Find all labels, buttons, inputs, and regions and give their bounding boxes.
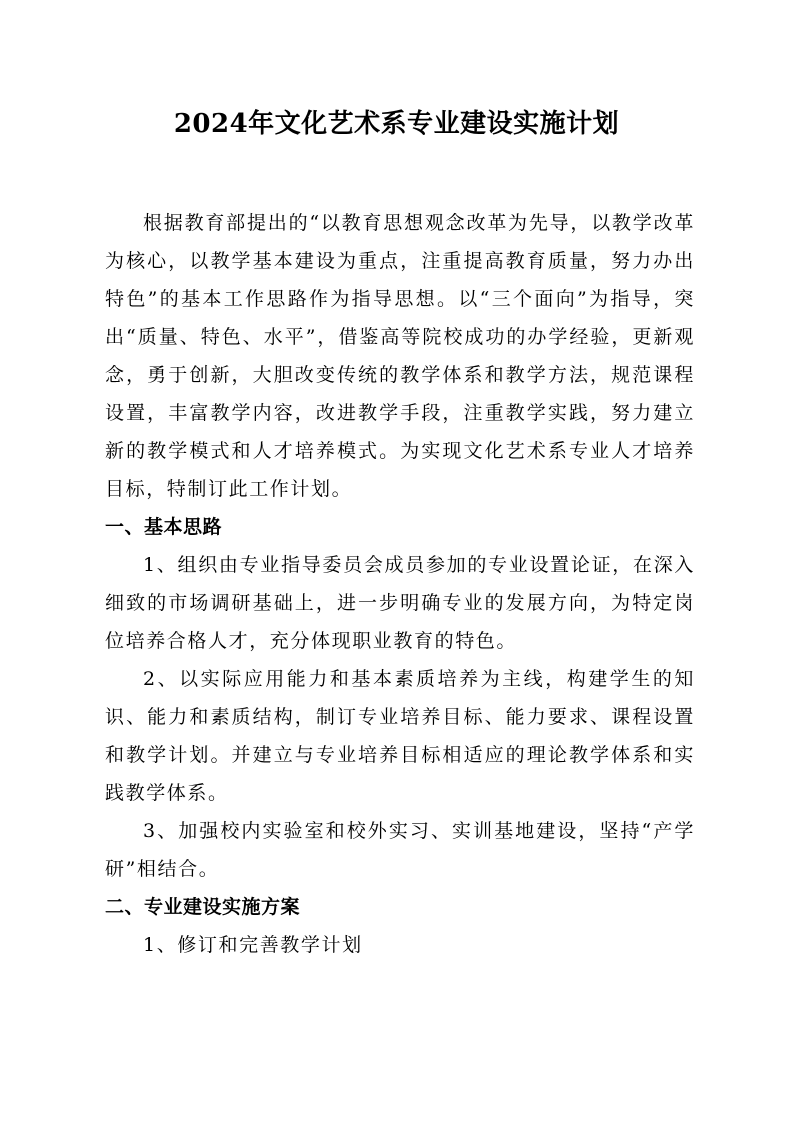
implementation-item-1: 1、修订和完善教学计划: [143, 934, 363, 956]
document-title: 2024年文化艺术系专业建设实施计划: [173, 109, 620, 139]
intro-paragraph: 根据教育部提出的“以教育思想观念改革为先导，以教学改革为核心，以教学基本建设为重点，注重提高教育质量，努力办出特色”的基本工作思路作为指导思想。以“三个面向”为指导，突出“质量、特色、水平”，借鉴高等院校成功的办学经验，更新观念，勇于创新，大胆改变传统的教学体系和教学方法，规范课程设置，丰富教学内容，改进教学手段，注重教学实践，努力建立新的教学模式和人才培养模式。为实现文化艺术系专业人才培养目标，特制订此工作计划。: [105, 212, 695, 500]
basic-ideas-item-3: 3、加强校内实验室和校外实习、实训基地建设，坚持“产学研”相结合。: [105, 820, 695, 880]
basic-ideas-item-1: 1、组织由专业指导委员会成员参加的专业设置论证，在深入细致的市场调研基础上，进一步明确专业的发展方向，为特定岗位培养合格人才，充分体现职业教育的特色。: [105, 554, 695, 652]
section-heading-basic-ideas: 一、基本思路: [105, 516, 223, 538]
document-body: [105, 204, 695, 964]
basic-ideas-item-2: 2、以实际应用能力和基本素质培养为主线，构建学生的知识、能力和素质结构，制订专业培养目标、能力要求、课程设置和教学计划。并建立与专业培养目标相适应的理论教学体系和实践教学体系。: [105, 668, 695, 804]
section-heading-implementation-plan: 二、专业建设实施方案: [105, 896, 301, 918]
